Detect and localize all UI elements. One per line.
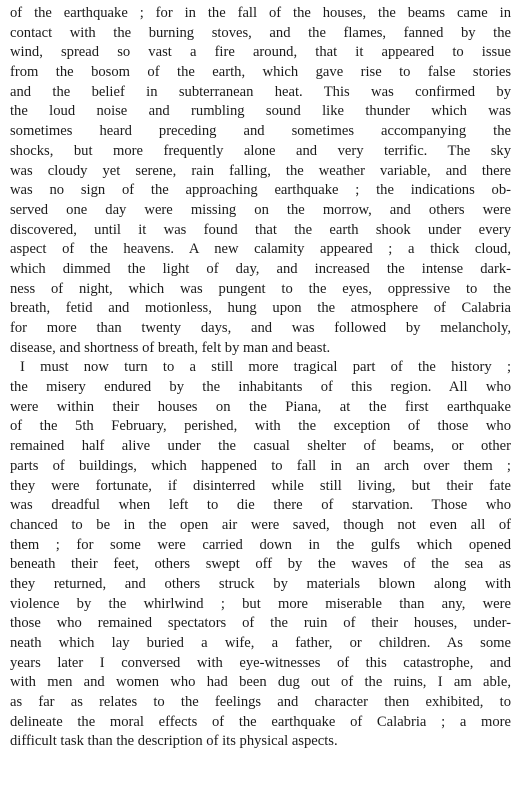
paragraph-1 [10,4,511,358]
text-line: parts of buildings, which happened to fall in an arch over them ; [10,457,511,474]
text-line: was cloudy yet serene, rain falling, the weather variable, and there [10,162,511,179]
text-line: with men and women who had been dug out of the ruins, I am able, [10,674,511,691]
text-line: ness of night, which was pungent to the eyes, oppressive to the [10,280,511,297]
text-line: served one day were missing on the morrow, and others were [10,201,511,218]
text-line: sometimes heard preceding and sometimes accompanying the [10,123,511,140]
text-line: the loud noise and rumbling sound like thunder which was [10,103,511,120]
text-line: years later I conversed with eye-witnesses of this catastrophe, and [10,654,511,671]
text-line: wind, spread so vast a fire around, that it appeared to issue [10,44,511,61]
text-line: from the bosom of the earth, which gave rise to false stories [10,64,511,81]
paragraph-2 [10,358,511,752]
text-line: of the earthquake ; for in the fall of the houses, the beams came in [10,5,511,21]
text-line: shocks, but more frequently alone and very terrific. The sky [10,142,511,159]
text-line: difficult task than the description of its physical aspects. [10,733,338,750]
text-line: them ; for some were carried down in the gulfs which opened [10,536,511,553]
text-line: chanced to be in the open air were saved, though not even all of [10,516,511,533]
text-line: which dimmed the light of day, and increased the intense dark- [10,260,511,277]
text-line: contact with the burning stoves, and the flames, fanned by the [10,24,511,41]
text-line: disease, and shortness of breath, felt by man and beast. [10,339,331,356]
text-line: were within their houses on the Piana, at the first earthquake [10,398,511,415]
text-line: violence by the whirlwind ; but more miserable than any, were [10,595,511,612]
text-line: they returned, and others struck by materials blown along with [10,575,511,592]
text-line: breath, fetid and motionless, hung upon the atmosphere of Calabria [10,300,511,317]
text-line: delineate the moral effects of the earthquake of Calabria ; a more [10,713,511,730]
text-line: I must now turn to a still more tragical part of the history ; [20,359,511,376]
text-line: neath which lay buried a wife, a father, or children. As some [10,635,511,651]
text-line: remained half alive under the casual shelter of beams, or other [10,438,511,455]
text-line: was no sign of the approaching earthquake ; the indications ob- [10,182,511,199]
text-line: those who remained spectators of the ruin of their houses, under- [10,615,511,632]
text-line: and the belief in subterranean heat. This was confirmed by [10,83,511,100]
text-line: for more than twenty days, and was followed by melancholy, [10,320,511,336]
text-line: the misery endured by the inhabitants of this region. All who [10,379,511,396]
text-line: beneath their feet, others swept off by the waves of the sea as [10,556,511,573]
text-line: as far as relates to the feelings and character then exhibited, to [10,694,511,711]
text-line: aspect of the heavens. A new calamity appeared ; a thick cloud, [10,241,511,258]
text-line: they were fortunate, if disinterred while still living, but their fate [10,477,511,494]
text-line: of the 5th February, perished, with the exception of those who [10,418,511,435]
text-line: discovered, until it was found that the earth shook under every [10,221,511,238]
text-line: was dreadful when left to die there of starvation. Those who [10,497,511,514]
